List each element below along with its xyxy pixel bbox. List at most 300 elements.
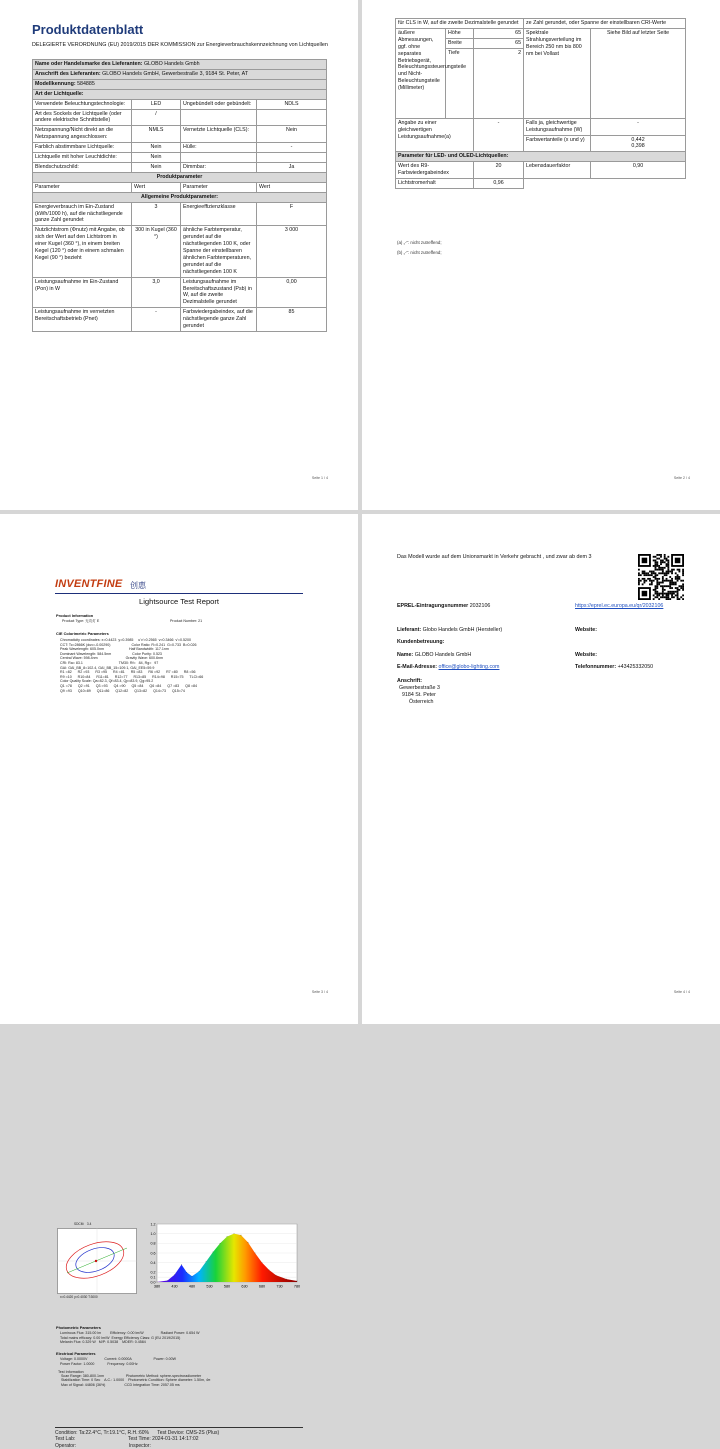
qr-module <box>666 560 668 562</box>
qr-module <box>656 587 658 589</box>
spectrum-x-tick: 580 <box>223 1284 231 1289</box>
qr-finder <box>675 558 681 564</box>
qr-module <box>671 594 673 596</box>
qr-module <box>642 572 644 574</box>
envelope-label: Hülle: <box>181 143 257 153</box>
qr-module <box>675 591 677 593</box>
inventfine-logo-cn: 创惠 <box>130 581 146 590</box>
customer-service-label: Kundenbetreuung: <box>397 639 445 645</box>
unbundled-value: NDLS <box>257 99 327 109</box>
qr-module <box>678 571 680 573</box>
dimmable-label: Dimmbar: <box>181 162 257 172</box>
qr-module <box>677 580 679 582</box>
dimmable-value: Ja <box>257 162 327 172</box>
qr-module <box>642 583 644 585</box>
qr-module <box>669 571 671 573</box>
qr-module <box>656 563 658 565</box>
net-standby-label: Leistungsaufnahme im vernetzten Bereitschaftsbetrieb (Pnet) <box>33 308 132 332</box>
qr-module <box>666 598 668 600</box>
tech-value: LED <box>132 99 181 109</box>
qr-module <box>655 574 657 576</box>
qr-module <box>682 589 684 591</box>
spectrum-point <box>241 1235 242 1236</box>
qr-module <box>664 572 666 574</box>
spectrum-point <box>255 1253 256 1254</box>
qr-module <box>677 576 679 578</box>
qr-module <box>638 574 640 576</box>
qr-module <box>644 571 646 573</box>
qr-module <box>649 580 651 582</box>
page-number: Seite 4 / 4 <box>673 990 690 994</box>
datasheet-page-1 <box>0 0 358 510</box>
on-power-value: 3,0 <box>132 277 181 308</box>
qr-module <box>682 594 684 596</box>
standby-power-value: 0,00 <box>257 277 327 308</box>
energy-consumption-label: Energieverbrauch im Ein-Zustand (kWh/1000 h), auf die nächstliegende ganze Zahl gerundet <box>33 202 132 226</box>
qr-module <box>658 569 660 571</box>
spectrum-point <box>234 1233 235 1234</box>
col-value-2: Wert <box>257 182 327 192</box>
cie-line-7: GAI: GAI_BB_8=102.4, GAI_BB_15=109.1, GAI_EE5=59.9 <box>60 665 155 670</box>
spectrum-y-tick: 0.4 <box>150 1260 156 1265</box>
qr-module <box>666 585 668 587</box>
qr-module <box>671 578 673 580</box>
cie-line-4: Dominant Wavelength: 584.5nm Color Purity: 0.523 <box>60 651 162 656</box>
name-value: GLOBO Handels GmbH <box>414 652 472 658</box>
qr-module <box>678 598 680 600</box>
qr-module <box>653 560 655 562</box>
photometric-header: Photometric Parameters <box>56 1325 101 1330</box>
tech-label: Verwendete Beleuchtungstechnologie: <box>33 99 132 109</box>
qr-module <box>649 571 651 573</box>
report-title: Lightsource Test Report <box>138 597 220 606</box>
spectrum-point <box>297 1281 298 1282</box>
qr-module <box>671 571 673 573</box>
qr-module <box>671 591 673 593</box>
qr-module <box>655 576 657 578</box>
qr-module <box>638 578 640 580</box>
test-info-line-2: Scan Range: 380-800.1nm Photometric Method: sphere-spectroradiometer <box>58 1374 202 1379</box>
qr-module <box>653 589 655 591</box>
qr-module <box>667 572 669 574</box>
qr-module <box>669 587 671 589</box>
qr-module <box>655 561 657 563</box>
qr-module <box>660 567 662 569</box>
spectrum-point <box>199 1271 200 1272</box>
qr-module <box>655 578 657 580</box>
name-label: Name: <box>397 652 414 658</box>
qr-module <box>655 591 657 593</box>
spectrum-point <box>227 1236 228 1237</box>
qr-module <box>664 567 666 569</box>
spectrum-x-tick: 430 <box>171 1284 178 1289</box>
qr-module <box>675 578 677 580</box>
spectrum-point <box>213 1252 214 1253</box>
cie-line-6: CRI: Ra= 83.1 TM30: Rf= 84, Rg= 97 <box>60 661 159 665</box>
spectrum-point <box>286 1279 287 1280</box>
qr-module <box>677 587 679 589</box>
qr-module <box>667 585 669 587</box>
qr-module <box>671 593 673 595</box>
qr-module <box>680 580 682 582</box>
qr-module <box>653 571 655 573</box>
mains-value: NMLS <box>132 126 181 143</box>
eprel-label: EPREL-Eintragungsnummer <box>397 603 469 609</box>
qr-module <box>656 565 658 567</box>
qr-module <box>675 587 677 589</box>
qr-module <box>658 594 660 596</box>
regulation-subtitle: DELEGIERTE VERORDNUNG (EU) 2019/2015 DER KOMMISSION zur Energieverbrauchskennzeichnung von Lichtquellen <box>32 42 328 48</box>
energy-consumption-value: 3 <box>132 202 181 226</box>
qr-module <box>682 572 684 574</box>
cct-label: ähnliche Farbtemperatur, gerundet auf die nächstliegenden 100 K, oder Spanne der einstellbaren ähnlichen Farbtemperaturen, gerundet auf die nächstliegenden 100 K <box>181 226 257 277</box>
led-parameters-header: Parameter für LED- und OLED-Lichtquellen: <box>396 152 686 162</box>
col-parameter-1: Parameter <box>33 182 132 192</box>
qr-module <box>655 593 657 595</box>
cri-value: 85 <box>257 308 327 332</box>
tunable-value: Nein <box>132 143 181 153</box>
spectrum-x-tick: 380 <box>153 1284 161 1289</box>
qr-module <box>680 585 682 587</box>
qr-module <box>649 583 651 585</box>
qr-module <box>682 569 684 571</box>
qr-module <box>664 585 666 587</box>
cie-sdcm-diagram <box>57 1228 137 1294</box>
page-number: Seite 2 / 4 <box>673 476 690 480</box>
qr-module <box>667 567 669 569</box>
qr-module <box>647 578 649 580</box>
qr-module <box>642 571 644 573</box>
spectrum-y-tick: 1.2 <box>150 1222 156 1227</box>
product-datasheet-table-continued <box>395 18 686 189</box>
qr-module <box>671 596 673 598</box>
survival-factor-value: 0,90 <box>591 162 686 179</box>
test-info-line-3: Stabilization Time: 0 Sec A.C.: 1.0000 Photometric Condition: Sphere diameter: 1.50m, 4π <box>58 1378 211 1383</box>
qr-module <box>660 561 662 563</box>
chromaticity-label: Farbwertanteile (x und y) <box>524 135 591 152</box>
phone-label: Telefonnummer: <box>575 664 617 670</box>
qr-module <box>682 574 684 576</box>
connected-value: Nein <box>257 126 327 143</box>
qr-module <box>675 583 677 585</box>
qr-module <box>660 593 662 595</box>
market-intro: Das Modell wurde auf dem Unionsmarkt in Verkehr gebracht , und zwar ab dem 3 <box>397 554 592 560</box>
general-parameters-header: Allgemeine Produktparameter: <box>33 192 327 202</box>
qr-module <box>649 578 651 580</box>
photometric-line-1: Luminous Flux: 315.00 lm Efficiency: 0.00 lm/W Radiant Power: 0.654 W <box>60 1331 200 1335</box>
qr-module <box>667 594 669 596</box>
qr-finder <box>642 591 648 597</box>
qr-module <box>669 598 671 600</box>
qr-module <box>682 598 684 600</box>
qr-module <box>666 596 668 598</box>
spectrum-y-tick: 0.8 <box>150 1241 156 1246</box>
qr-module <box>666 572 668 574</box>
qr-module <box>662 576 664 578</box>
spectrum-chart <box>143 1222 301 1292</box>
qr-module <box>656 554 658 556</box>
qr-module <box>667 596 669 598</box>
qr-module <box>660 585 662 587</box>
qr-module <box>662 560 664 562</box>
qr-module <box>658 598 660 600</box>
electrical-header: Electrical Parameters <box>56 1351 96 1356</box>
qr-module <box>669 591 671 593</box>
cls-label: für CLS in W, auf die zweite Dezimalstelle gerundet <box>396 19 524 29</box>
footer-divider <box>55 1427 303 1428</box>
spectral-distribution-label: Spektrale Strahlungsverteilung im Bereich 250 nm bis 800 nm bei Vollast <box>524 28 591 118</box>
model-label: Modellkennung: <box>35 80 76 87</box>
qr-module <box>651 574 653 576</box>
qr-module <box>655 572 657 574</box>
qr-module <box>675 582 677 584</box>
qr-module <box>658 558 660 560</box>
r9-label: Wert des R9-Farbwiedergabeindex <box>396 162 474 179</box>
qr-module <box>655 569 657 571</box>
qr-module <box>667 571 669 573</box>
supplier-name-value: GLOBO Handels Gmbh <box>143 61 200 67</box>
qr-module <box>662 582 664 584</box>
qr-module <box>656 582 658 584</box>
qr-module <box>678 569 680 571</box>
qr-module <box>662 594 664 596</box>
qr-module <box>682 583 684 585</box>
equivalent-power-label: Angabe zu einer gleichwertigen Leistungsaufnahme(a) <box>396 118 474 152</box>
qr-module <box>660 569 662 571</box>
qr-module <box>658 583 660 585</box>
qr-module <box>658 554 660 556</box>
cie-line-10: Color Quality Scale: Qa=82.3, Qf=83.4, Qp=83.9, Qg=95.2 <box>60 679 154 684</box>
qr-module <box>664 554 666 556</box>
email-link[interactable]: office@globo-lighting.com <box>438 664 500 670</box>
qr-module <box>669 585 671 587</box>
qr-module <box>662 585 664 587</box>
spectrum-point <box>174 1274 175 1275</box>
qr-module <box>666 578 668 580</box>
qr-module <box>656 580 658 582</box>
qr-module <box>671 587 673 589</box>
high-luminance-label: Lichtquelle mit hoher Leuchtdichte: <box>33 153 132 163</box>
qr-module <box>656 585 658 587</box>
qr-module <box>658 582 660 584</box>
qr-module <box>671 583 673 585</box>
net-standby-value: - <box>132 308 181 332</box>
spectrum-x-tick: 530 <box>206 1284 213 1289</box>
qr-module <box>667 556 669 558</box>
dimensions-label: äußere Abmessungen, ggf. ohne separates Betriebsgerät, Beleuchtungssteuerungsteile und Nicht-Beleuchtungsteile (Millimeter) <box>396 28 446 118</box>
qr-module <box>655 589 657 591</box>
qr-module <box>667 598 669 600</box>
chromaticity-y: 0,398 <box>631 143 645 150</box>
qr-module <box>660 582 662 584</box>
qr-finder <box>642 558 648 564</box>
qr-module <box>678 578 680 580</box>
r9-value: 20 <box>474 162 524 179</box>
qr-module <box>651 571 653 573</box>
model-value: 584885 <box>77 80 95 87</box>
qr-module <box>658 565 660 567</box>
product-info-header: Product Information <box>56 613 94 618</box>
qr-module <box>660 556 662 558</box>
spectrum-point <box>248 1242 249 1243</box>
footer-line-2: Test Lab: Test Time: 2024-01-31 14:17:02 <box>55 1436 199 1443</box>
sdcm-label: SDCM: 3.4 <box>74 1222 92 1226</box>
qr-module <box>658 567 660 569</box>
eprel-number: 2032106 <box>469 603 491 609</box>
qr-module <box>638 580 640 582</box>
qr-module <box>678 576 680 578</box>
qr-module <box>640 580 642 582</box>
spectrum-x-tick: 730 <box>276 1284 283 1289</box>
qr-module <box>675 594 677 596</box>
qr-module <box>669 580 671 582</box>
tunable-label: Farblich abstimmbare Lichtquelle: <box>33 143 132 153</box>
glare-value: Nein <box>132 162 181 172</box>
qr-module <box>671 582 673 584</box>
qr-module <box>677 574 679 576</box>
qr-module <box>656 574 658 576</box>
qr-module <box>645 580 647 582</box>
cie-line-11: Q1 =78 Q2 =91 Q3 =93 Q4 =90 Q5 =84 Q6 =84 Q7 =83 Q8 =84 <box>60 684 198 688</box>
spectrum-y-tick: 1.0 <box>150 1231 156 1236</box>
qr-module <box>662 593 664 595</box>
footnote-b: (b) „-“: nicht zutreffend; <box>397 250 442 255</box>
on-power-label: Leistungsaufnahme im Ein-Zustand (Pon) in W <box>33 277 132 308</box>
spectrum-y-tick: 0.2 <box>150 1270 156 1275</box>
address-label: Anschrift: <box>397 678 423 684</box>
col-value-1: Wert <box>132 182 181 192</box>
qr-module <box>673 583 675 585</box>
qr-module <box>666 558 668 560</box>
qr-module <box>673 593 675 595</box>
qr-module <box>673 591 675 593</box>
qr-module <box>660 563 662 565</box>
address-line-3: Österreich <box>409 699 434 705</box>
qr-module <box>644 578 646 580</box>
qr-module <box>662 572 664 574</box>
qr-module <box>649 574 651 576</box>
qr-module <box>647 572 649 574</box>
qr-module <box>682 580 684 582</box>
qr-module <box>662 580 664 582</box>
qr-module <box>682 571 684 573</box>
website2-label: Website: <box>575 652 597 658</box>
phone-value: +43425332050 <box>617 664 654 670</box>
qr-module <box>644 572 646 574</box>
qr-module <box>656 583 658 585</box>
datasheet-title: Produktdatenblatt <box>32 22 144 37</box>
qr-module <box>644 580 646 582</box>
qr-module <box>677 598 679 600</box>
address-line-2: 9184 St. Peter <box>402 692 436 698</box>
footnote-a: (a) „-“: nicht zutreffend; <box>397 240 442 245</box>
electrical-line-2: Power Factor: 1.0000 Frequency: 0.00Hz <box>60 1361 138 1366</box>
height-label: Höhe <box>446 28 474 38</box>
qr-module <box>664 558 666 560</box>
qr-module <box>680 587 682 589</box>
qr-module <box>660 554 662 556</box>
cie-line-3: Peak Wavelength: 605.0nm Half Bandwidth: 117.1nm <box>60 647 169 652</box>
spectral-distribution-value: Siehe Bild auf letzter Seite <box>591 28 686 118</box>
qr-module <box>656 591 658 593</box>
supplier-value: Globo Handels GmbH (Hersteller) <box>422 627 503 633</box>
spectrum-y-tick: 0.1 <box>150 1275 156 1280</box>
cri-continued: ze Zahl gerundet, oder Spanne der einstellbaren CRI-Werte <box>524 19 686 29</box>
qr-module <box>656 561 658 563</box>
cie-line-5: Central Wave: 598.4nm Gravity Wave: 600.6nm <box>60 656 163 661</box>
spectrum-point <box>181 1264 182 1265</box>
eprel-link[interactable]: https://eprel.ec.europa.eu/qr/2032106 <box>575 603 664 609</box>
qr-module <box>666 563 668 565</box>
qr-module <box>662 589 664 591</box>
qr-module <box>645 572 647 574</box>
spectrum-point <box>206 1261 207 1262</box>
qr-module <box>675 572 677 574</box>
qr-module <box>647 574 649 576</box>
qr-module <box>662 561 664 563</box>
cie-line-1: Chromaticity coordinates: x=0.4423 y=0.3985 u'v'=0.2565 v=0.3466 v'=0.5200 <box>60 638 192 642</box>
qr-module <box>658 593 660 595</box>
qr-module <box>667 591 669 593</box>
qr-module <box>642 578 644 580</box>
cie-line-8: R1 =82 R2 =93 R3 =95 R4 =81 R5 =83 R6 =92 R7 =80 R8 =56 <box>60 670 196 675</box>
qr-module <box>653 556 655 558</box>
useful-flux-value: 300 in Kugel (360 °) <box>132 226 181 277</box>
qr-module <box>656 593 658 595</box>
address-line-1: Gewerbestraße 3 <box>399 685 440 691</box>
cap-label: Art des Sockels der Lichtquelle (oder andere elektrische Schnittstelle) <box>33 109 132 126</box>
eprel-qr-code[interactable] <box>638 554 684 600</box>
qr-module <box>656 558 658 560</box>
height-value: 65 <box>474 28 524 38</box>
qr-module <box>667 560 669 562</box>
qr-module <box>664 561 666 563</box>
qr-module <box>655 560 657 562</box>
qr-module <box>662 571 664 573</box>
qr-module <box>671 569 673 571</box>
qr-module <box>677 594 679 596</box>
qr-module <box>677 569 679 571</box>
measured-point <box>95 1260 97 1262</box>
spectrum-point <box>192 1276 193 1277</box>
supplier-address-value: GLOBO Handels GmbH, Gewerbestraße 3, 9184 St. Peter, AT <box>102 70 249 77</box>
qr-module <box>644 582 646 584</box>
qr-module <box>667 569 669 571</box>
qr-module <box>655 587 657 589</box>
datasheet-page-2 <box>362 0 720 510</box>
qr-module <box>667 563 669 565</box>
equivalent-power-yes-label: Falls ja, gleichwertige Leistungsaufnahme (W) <box>524 118 591 135</box>
qr-module <box>658 572 660 574</box>
qr-module <box>666 571 668 573</box>
qr-module <box>666 574 668 576</box>
qr-module <box>666 593 668 595</box>
footer-line-1: Condition: Ta:22.4°C, Tr:19.1°C, R.H.:60% Test Device: CMS-2S (Plus) <box>55 1430 220 1436</box>
qr-module <box>677 596 679 598</box>
qr-module <box>638 582 640 584</box>
cie-header: CIE Colorimetric Parameters <box>56 631 109 636</box>
equivalent-power-value: - <box>474 118 524 152</box>
product-datasheet-table <box>32 59 327 332</box>
qr-module <box>667 565 669 567</box>
qr-module <box>673 569 675 571</box>
qr-module <box>682 585 684 587</box>
supplier-name-label: Name oder Handelsmarke des Lieferanten: <box>35 61 143 67</box>
qr-module <box>664 556 666 558</box>
qr-module <box>677 589 679 591</box>
spectrum-x-tick: 780 <box>293 1284 301 1289</box>
qr-module <box>662 596 664 598</box>
